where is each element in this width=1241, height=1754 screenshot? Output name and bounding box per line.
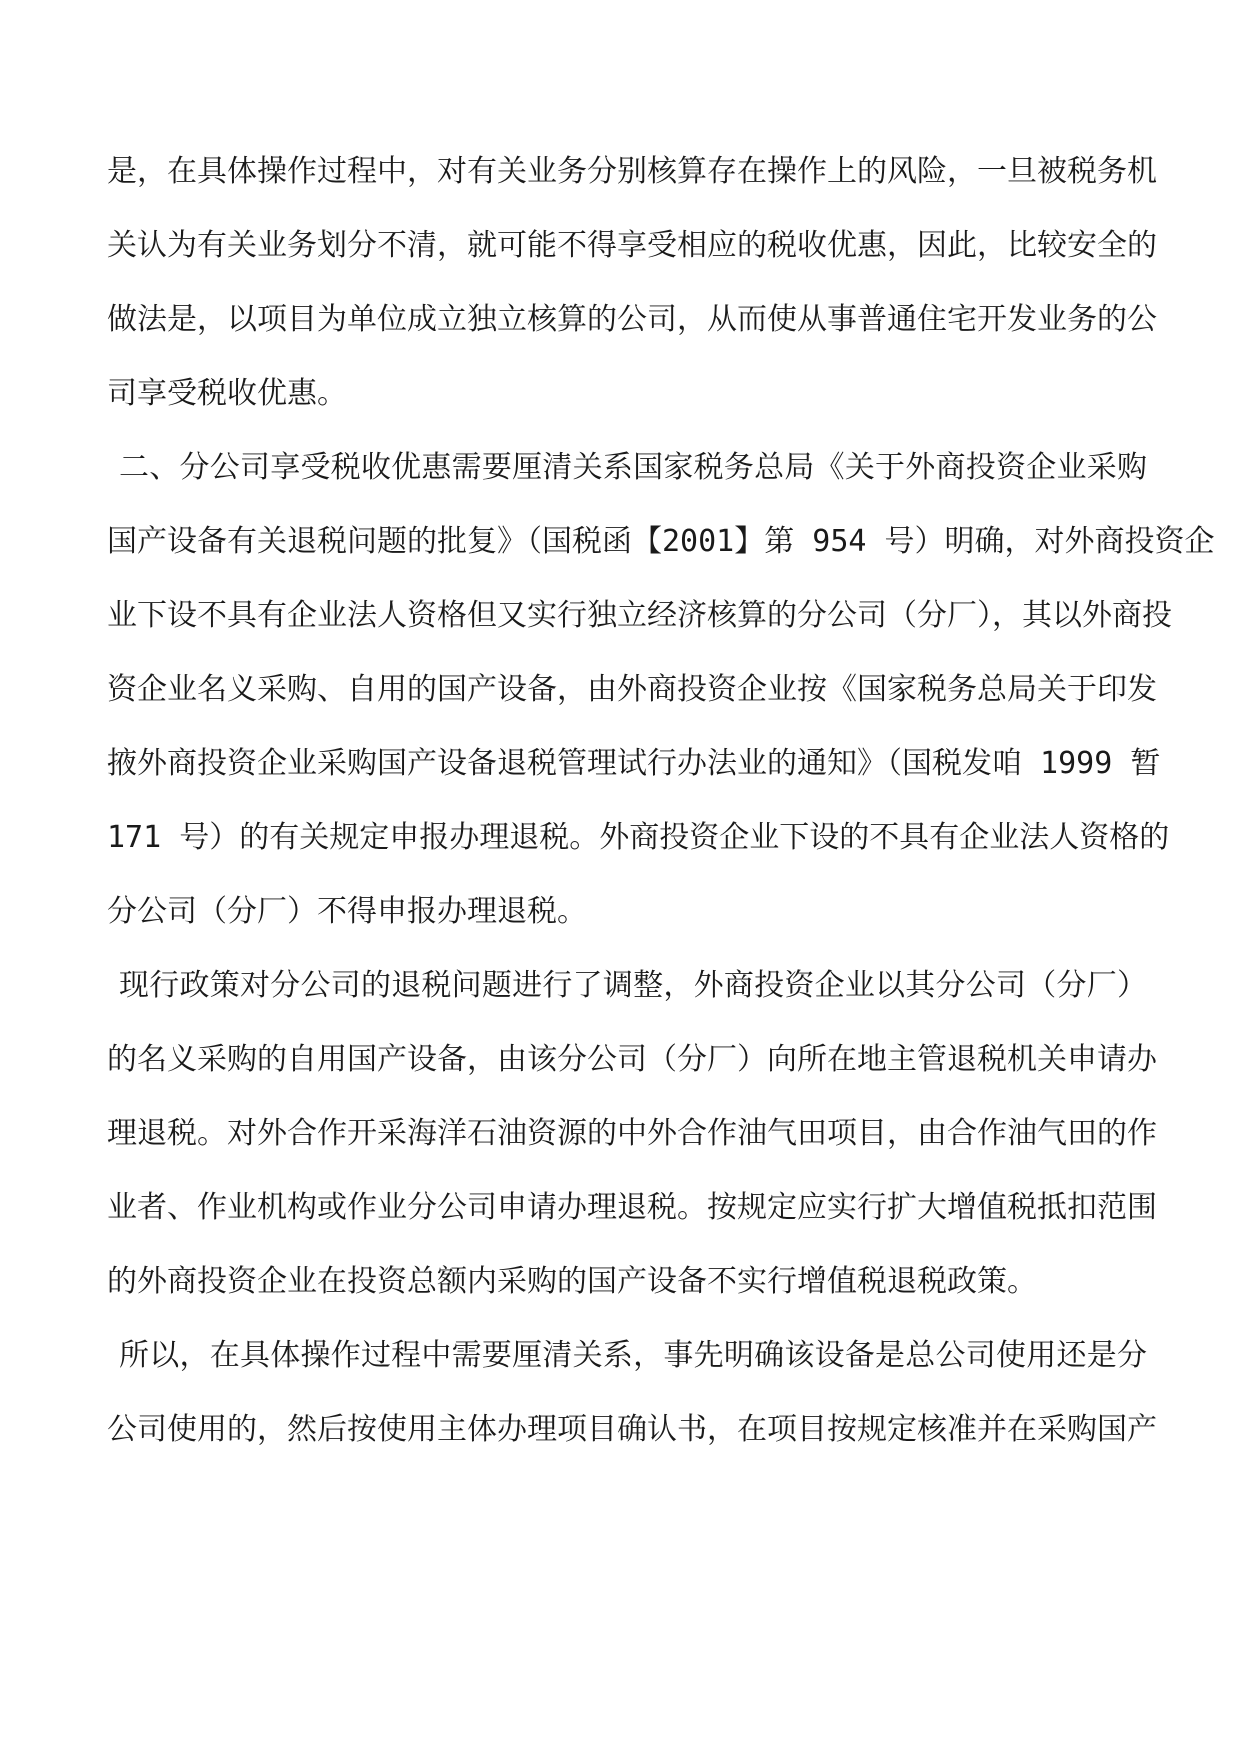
text-line-11: 分公司（分厂）不得申报办理退税。	[107, 894, 587, 929]
text-line-12: 现行政策对分公司的退税问题进行了调整，外商投资企业以其分公司（分厂）	[119, 968, 1147, 1003]
text-line-9: 掖外商投资企业采购国产设备退税管理试行办法业的通知》（国税发咱 1999 暂	[107, 746, 1161, 781]
text-line-10: 171 号）的有关规定申报办理退税。外商投资企业下设的不具有企业法人资格的	[107, 820, 1170, 855]
text-line-8: 资企业名义采购、自用的国产设备，由外商投资企业按《国家税务总局关于印发	[107, 672, 1157, 707]
text-line-17: 所以，在具体操作过程中需要厘清关系，事先明确该设备是总公司使用还是分	[119, 1338, 1147, 1373]
text-line-3: 做法是，以项目为单位成立独立核算的公司，从而使从事普通住宅开发业务的公	[107, 302, 1157, 337]
text-line-5: 二、分公司享受税收优惠需要厘清关系国家税务总局《关于外商投资企业采购	[119, 450, 1147, 485]
text-line-13: 的名义采购的自用国产设备，由该分公司（分厂）向所在地主管退税机关申请办	[107, 1042, 1157, 1077]
text-line-14: 理退税。对外合作开采海洋石油资源的中外合作油气田项目，由合作油气田的作	[107, 1116, 1157, 1151]
text-line-6: 国产设备有关退税问题的批复》（国税函【2001】第 954 号）明确，对外商投资企	[107, 524, 1215, 559]
text-line-2: 关认为有关业务划分不清，就可能不得享受相应的税收优惠，因此，比较安全的	[107, 228, 1157, 263]
text-line-1: 是，在具体操作过程中，对有关业务分别核算存在操作上的风险，一旦被税务机	[107, 154, 1157, 189]
text-line-7: 业下设不具有企业法人资格但又实行独立经济核算的分公司（分厂），其以外商投	[107, 598, 1172, 633]
text-line-15: 业者、作业机构或作业分公司申请办理退税。按规定应实行扩大增值税抵扣范围	[107, 1190, 1157, 1225]
text-line-18: 公司使用的，然后按使用主体办理项目确认书，在项目按规定核准并在采购国产	[107, 1412, 1157, 1447]
text-line-16: 的外商投资企业在投资总额内采购的国产设备不实行增值税退税政策。	[107, 1264, 1037, 1299]
text-line-4: 司享受税收优惠。	[107, 376, 347, 411]
